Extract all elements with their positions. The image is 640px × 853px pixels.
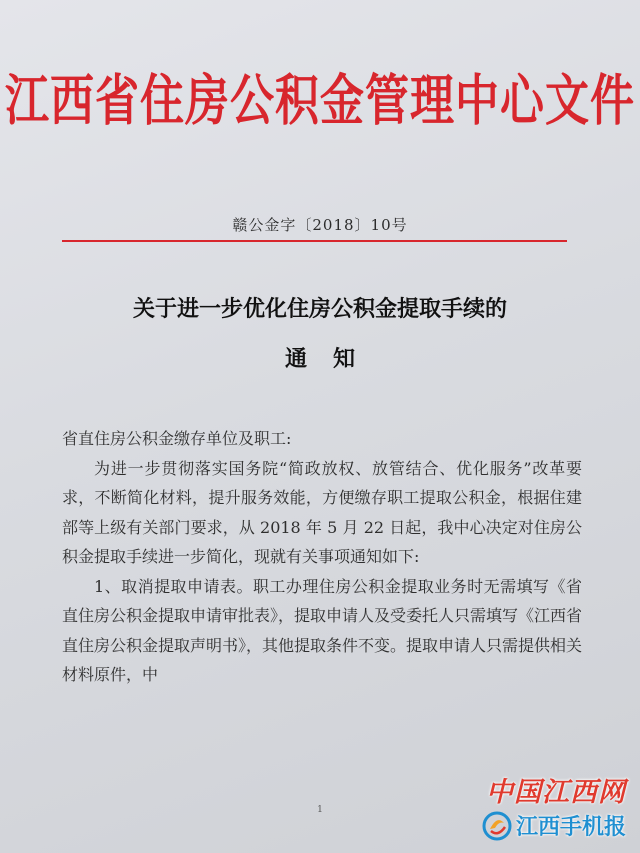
notice-title-line-2: 通知	[284, 346, 381, 372]
notice-title-line-1: 关于进一步优化住房公积金提取手续的	[132, 296, 507, 322]
flame-swirl-icon	[482, 811, 512, 841]
site-watermark	[440, 770, 630, 846]
watermark-app-row	[482, 810, 626, 841]
page-number: 1	[317, 805, 323, 815]
paragraph-item-1: 1、取消提取申请表。职工办理住房公积金提取业务时无需填写《省直住房公积金提取申请审批表》，提取申请人及受委托人只需填写《江西省直住房公积金提取声明书》，其他提取条件不变。提取申请人只需提供相关材料原件，中	[62, 576, 583, 684]
salutation: 省直住房公积金缴存单位及职工:	[62, 429, 292, 448]
notice-body	[62, 424, 582, 690]
watermark-site-name: 中国江西网	[486, 777, 626, 808]
red-divider-line	[62, 240, 567, 242]
issuer-header-title: 江西省住房公积金管理中心文件	[5, 69, 635, 133]
watermark-app-name: 江西手机报	[515, 815, 626, 840]
document-number: 赣公金字〔2018〕10号	[232, 216, 408, 234]
paragraph-intro: 为进一步贯彻落实国务院“简政放权、放管结合、优化服务”改革要求，不断简化材料，提升服务效能，方便缴存职工提取公积金，根据住建部等上级有关部门要求，从 2018 年 5 月 22 日起，我中心决定对住房公积金提取手续进一步简化，现就有关事项通知如下:	[62, 458, 582, 566]
